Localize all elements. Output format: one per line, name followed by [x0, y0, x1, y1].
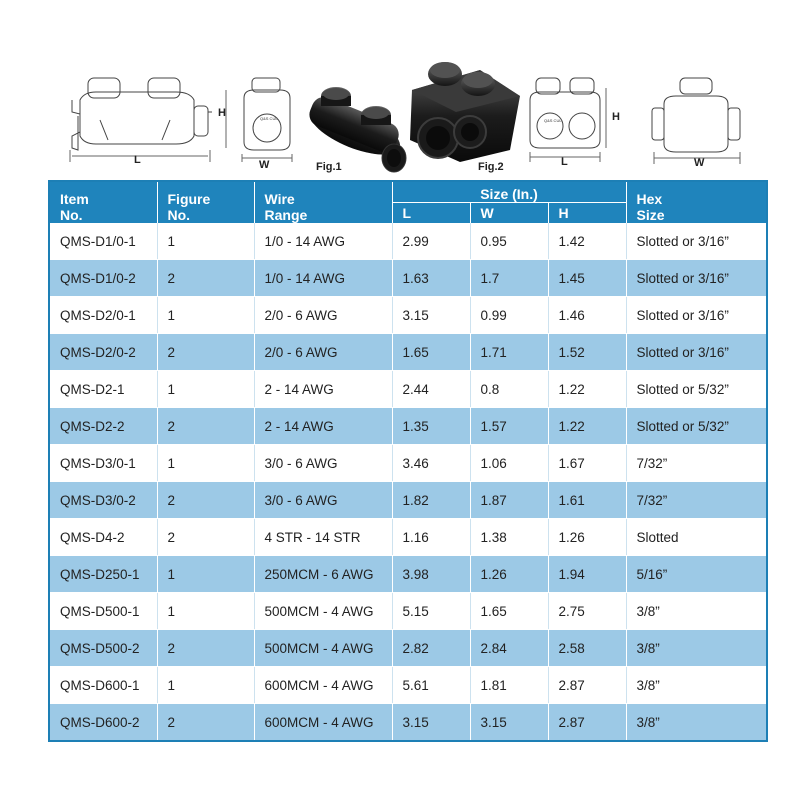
- cell-figure-no: 2: [157, 519, 254, 556]
- fig1-dimension-h-label: H: [218, 107, 226, 119]
- cell-figure-no: 1: [157, 445, 254, 482]
- header-item-no: Item No.: [49, 181, 157, 223]
- cell-wire-range: 600MCM - 4 AWG: [254, 667, 392, 704]
- table-row: [49, 667, 767, 704]
- cell-size-h: 1.46: [548, 297, 626, 334]
- cell-size-h: 1.52: [548, 334, 626, 371]
- cell-item-no: QMS-D2-1: [49, 371, 157, 408]
- cell-wire-range: 3/0 - 6 AWG: [254, 445, 392, 482]
- cell-size-w: 1.7: [470, 260, 548, 297]
- cell-size-h: 1.94: [548, 556, 626, 593]
- cell-size-l: 5.61: [392, 667, 470, 704]
- cell-item-no: QMS-D600-1: [49, 667, 157, 704]
- cell-size-l: 1.82: [392, 482, 470, 519]
- cell-wire-range: 1/0 - 14 AWG: [254, 223, 392, 260]
- header-size-h: H: [548, 203, 626, 224]
- cell-size-w: 0.99: [470, 297, 548, 334]
- fig1-side-view-drawing: [70, 78, 212, 162]
- cell-size-w: 1.65: [470, 593, 548, 630]
- cell-item-no: QMS-D500-2: [49, 630, 157, 667]
- cell-size-w: 1.06: [470, 445, 548, 482]
- cell-hex-size: 7/32”: [626, 482, 767, 519]
- cell-item-no: QMS-D500-1: [49, 593, 157, 630]
- table-row: [49, 593, 767, 630]
- cell-size-h: 2.75: [548, 593, 626, 630]
- cell-size-l: 1.35: [392, 408, 470, 445]
- cell-wire-range: 2 - 14 AWG: [254, 408, 392, 445]
- header-size-l: L: [392, 203, 470, 224]
- table-row: [49, 408, 767, 445]
- product-figures: [0, 0, 800, 180]
- cell-size-h: 1.45: [548, 260, 626, 297]
- fig2-dimension-h-label: H: [612, 111, 620, 123]
- cell-size-l: 3.15: [392, 297, 470, 334]
- cell-item-no: QMS-D3/0-2: [49, 482, 157, 519]
- cell-size-l: 2.44: [392, 371, 470, 408]
- cell-size-w: 1.57: [470, 408, 548, 445]
- cell-figure-no: 2: [157, 630, 254, 667]
- cell-size-h: 1.61: [548, 482, 626, 519]
- fig1-label: Fig.1: [316, 161, 342, 173]
- cell-size-h: 1.42: [548, 223, 626, 260]
- cell-size-h: 1.22: [548, 371, 626, 408]
- table-row: [49, 704, 767, 742]
- cell-figure-no: 2: [157, 482, 254, 519]
- header-size-w: W: [470, 203, 548, 224]
- cell-hex-size: 5/16”: [626, 556, 767, 593]
- table-row: [49, 371, 767, 408]
- table-row: [49, 260, 767, 297]
- header-wire-range: Wire Range: [254, 181, 392, 223]
- cell-size-l: 3.98: [392, 556, 470, 593]
- cell-size-l: 1.65: [392, 334, 470, 371]
- cell-figure-no: 1: [157, 223, 254, 260]
- cell-hex-size: 7/32”: [626, 445, 767, 482]
- fig2-label: Fig.2: [478, 161, 504, 173]
- cell-hex-size: 3/8”: [626, 593, 767, 630]
- cell-item-no: QMS-D1/0-1: [49, 223, 157, 260]
- cell-figure-no: 1: [157, 556, 254, 593]
- cell-size-l: 2.82: [392, 630, 470, 667]
- cell-hex-size: Slotted or 5/32”: [626, 408, 767, 445]
- table-body: [49, 223, 767, 741]
- cell-hex-size: Slotted or 3/16”: [626, 334, 767, 371]
- fig2-dimension-l-label: L: [561, 156, 568, 168]
- cell-figure-no: 1: [157, 371, 254, 408]
- cell-wire-range: 2 - 14 AWG: [254, 371, 392, 408]
- header-size-group: Size (In.): [392, 181, 626, 203]
- cell-item-no: QMS-D2/0-2: [49, 334, 157, 371]
- cell-size-h: 1.26: [548, 519, 626, 556]
- cell-wire-range: 250MCM - 6 AWG: [254, 556, 392, 593]
- cell-size-l: 2.99: [392, 223, 470, 260]
- fig2-side-view-drawing: [652, 78, 740, 164]
- header-hex-size: Hex Size: [626, 181, 767, 223]
- cell-item-no: QMS-D600-2: [49, 704, 157, 742]
- cell-size-h: 1.67: [548, 445, 626, 482]
- cell-hex-size: Slotted or 3/16”: [626, 223, 767, 260]
- cell-item-no: QMS-D2/0-1: [49, 297, 157, 334]
- table-row: [49, 297, 767, 334]
- cell-size-l: 3.46: [392, 445, 470, 482]
- cell-hex-size: Slotted or 3/16”: [626, 297, 767, 334]
- cell-size-w: 1.26: [470, 556, 548, 593]
- cell-figure-no: 2: [157, 260, 254, 297]
- table-row: [49, 334, 767, 371]
- cell-size-w: 0.8: [470, 371, 548, 408]
- cell-size-w: 3.15: [470, 704, 548, 742]
- cell-size-h: 1.22: [548, 408, 626, 445]
- fig2-marking-text: Q&S CUL: [544, 118, 562, 123]
- cell-size-h: 2.87: [548, 667, 626, 704]
- fig2-front-view-drawing: [530, 78, 606, 162]
- cell-hex-size: 3/8”: [626, 630, 767, 667]
- cell-size-w: 1.71: [470, 334, 548, 371]
- cell-size-l: 5.15: [392, 593, 470, 630]
- cell-hex-size: Slotted or 5/32”: [626, 371, 767, 408]
- fig1-marking-text: Q&S CUL: [260, 116, 278, 121]
- cell-size-w: 1.87: [470, 482, 548, 519]
- cell-wire-range: 4 STR - 14 STR: [254, 519, 392, 556]
- cell-figure-no: 1: [157, 593, 254, 630]
- table-row: [49, 482, 767, 519]
- cell-figure-no: 2: [157, 334, 254, 371]
- cell-item-no: QMS-D2-2: [49, 408, 157, 445]
- cell-size-h: 2.87: [548, 704, 626, 742]
- table-header: [49, 181, 767, 223]
- specification-table: [48, 180, 768, 742]
- cell-wire-range: 3/0 - 6 AWG: [254, 482, 392, 519]
- header-figure-no: Figure No.: [157, 181, 254, 223]
- table-row: [49, 556, 767, 593]
- cell-wire-range: 1/0 - 14 AWG: [254, 260, 392, 297]
- cell-wire-range: 2/0 - 6 AWG: [254, 297, 392, 334]
- cell-hex-size: Slotted or 3/16”: [626, 260, 767, 297]
- cell-size-w: 0.95: [470, 223, 548, 260]
- cell-size-l: 1.63: [392, 260, 470, 297]
- cell-item-no: QMS-D3/0-1: [49, 445, 157, 482]
- cell-size-w: 2.84: [470, 630, 548, 667]
- cell-figure-no: 1: [157, 297, 254, 334]
- fig1-connector-photo: [304, 87, 406, 172]
- cell-figure-no: 2: [157, 408, 254, 445]
- cell-item-no: QMS-D4-2: [49, 519, 157, 556]
- cell-wire-range: 500MCM - 4 AWG: [254, 593, 392, 630]
- cell-hex-size: 3/8”: [626, 704, 767, 742]
- table-row: [49, 223, 767, 260]
- cell-figure-no: 1: [157, 667, 254, 704]
- fig2-connector-photo: [410, 62, 520, 162]
- cell-wire-range: 500MCM - 4 AWG: [254, 630, 392, 667]
- fig2-dimension-w-label: W: [694, 157, 705, 169]
- cell-figure-no: 2: [157, 704, 254, 742]
- cell-size-w: 1.38: [470, 519, 548, 556]
- cell-hex-size: Slotted: [626, 519, 767, 556]
- cell-size-l: 1.16: [392, 519, 470, 556]
- fig1-dimension-w-label: W: [259, 159, 270, 171]
- cell-size-h: 2.58: [548, 630, 626, 667]
- cell-item-no: QMS-D1/0-2: [49, 260, 157, 297]
- cell-size-w: 1.81: [470, 667, 548, 704]
- table-row: [49, 519, 767, 556]
- cell-size-l: 3.15: [392, 704, 470, 742]
- fig1-end-view-drawing: [226, 78, 292, 162]
- cell-item-no: QMS-D250-1: [49, 556, 157, 593]
- cell-wire-range: 600MCM - 4 AWG: [254, 704, 392, 742]
- cell-wire-range: 2/0 - 6 AWG: [254, 334, 392, 371]
- fig1-dimension-l-label: L: [134, 154, 141, 166]
- table-row: [49, 445, 767, 482]
- cell-hex-size: 3/8”: [626, 667, 767, 704]
- table-row: [49, 630, 767, 667]
